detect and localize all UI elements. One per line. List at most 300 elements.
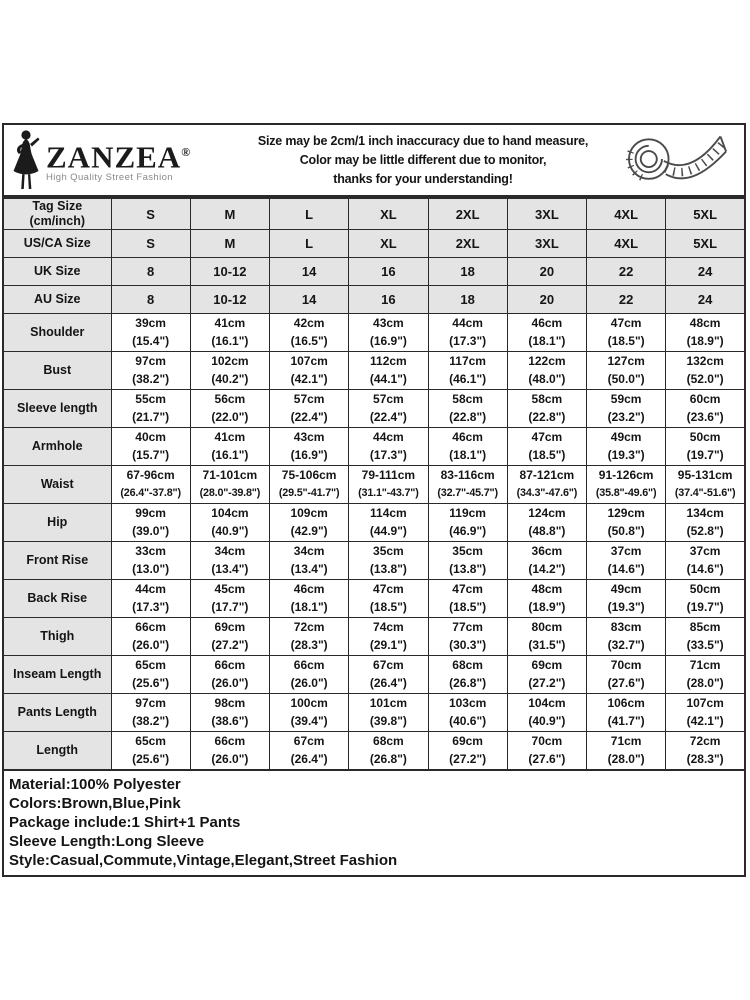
table-row	[3, 656, 745, 694]
measure-cell	[190, 618, 269, 656]
measure-cell	[428, 580, 507, 618]
measure-cell	[507, 732, 586, 771]
measure-value-line: 83cm	[610, 620, 642, 634]
measure-value-line: (39.0")	[132, 523, 170, 538]
measure-cell	[587, 352, 666, 390]
measure-value-line: (40.9")	[211, 523, 249, 538]
measure-cell	[587, 656, 666, 694]
measure-value-line: 77cm	[452, 620, 483, 634]
measure-value-line: (27.6")	[607, 675, 645, 690]
disclaimer-line: Size may be 2cm/1 inch inaccuracy due to hand measure,	[257, 133, 589, 148]
measure-value-line: 50cm	[689, 582, 721, 596]
table-row	[3, 580, 745, 618]
product-detail-line: Sleeve Length:Long Sleeve	[9, 833, 205, 850]
measure-value-line: (15.4")	[132, 333, 170, 348]
measure-cell	[190, 542, 269, 580]
measure-cell	[587, 504, 666, 542]
measure-value-line: (23.2")	[607, 409, 645, 424]
measure-value-line: 55cm	[135, 392, 166, 406]
measure-value-line: 104cm	[211, 506, 249, 520]
measure-value-line: 99cm	[135, 506, 166, 520]
registered-mark: ®	[181, 145, 191, 160]
row-label-line: Tag Size	[32, 199, 83, 213]
measure-value-line: (18.5")	[449, 599, 487, 614]
measure-value-line: (46.9")	[449, 523, 487, 538]
row-label	[3, 618, 111, 656]
measure-value-line: (18.1")	[290, 599, 328, 614]
measure-value-line: (16.9")	[369, 333, 407, 348]
measure-cell	[349, 542, 428, 580]
measure-cell	[428, 542, 507, 580]
size-table	[2, 197, 746, 771]
measure-cell	[111, 542, 190, 580]
measure-cell	[190, 314, 269, 352]
measure-value-line: (31.5")	[528, 637, 566, 652]
measure-value-line: (13.4")	[211, 561, 249, 576]
measure-cell	[666, 618, 745, 656]
measure-cell	[111, 618, 190, 656]
measure-value-line: 117cm	[449, 354, 486, 368]
measure-cell	[111, 732, 190, 771]
measure-value-line: 46cm	[531, 316, 563, 330]
measure-cell	[190, 580, 269, 618]
size-cell: 2XL	[428, 198, 507, 230]
size-cell: S	[111, 198, 190, 230]
measure-value-line: (34.3"-47.6")	[516, 486, 578, 499]
measure-cell	[587, 314, 666, 352]
row-label	[3, 656, 111, 694]
measure-cell	[507, 504, 586, 542]
row-label	[3, 504, 111, 542]
measure-cell	[666, 466, 745, 504]
measure-value-line: (13.8")	[449, 561, 487, 576]
measure-value-line: (37.4"-51.6")	[674, 486, 736, 499]
measure-value-line: 127cm	[607, 354, 645, 368]
measure-value-line: (27.2")	[211, 637, 249, 652]
row-label-line: UK Size	[33, 264, 81, 278]
measure-value-line: 95-131cm	[677, 468, 733, 482]
row-label-line: (cm/inch)	[29, 214, 86, 228]
measure-value-line: (22.0")	[211, 409, 249, 424]
measure-value-line: 71-101cm	[202, 468, 258, 482]
size-cell: XL	[349, 198, 428, 230]
measure-value-line: 101cm	[369, 696, 408, 710]
measure-value-line: (26.4")	[369, 675, 407, 690]
measure-value-line: 66cm	[214, 658, 246, 672]
measure-value-line: 70cm	[531, 734, 563, 748]
measure-cell	[507, 390, 586, 428]
row-label-line: Sleeve length	[16, 400, 98, 415]
size-cell: 2XL	[428, 230, 507, 258]
row-label-line: Inseam Length	[13, 666, 102, 681]
measure-value-line: (28.3")	[290, 637, 328, 652]
measure-cell	[587, 732, 666, 771]
measure-value-line: 67-96cm	[126, 468, 175, 482]
size-cell: L	[270, 230, 349, 258]
row-label-line: US/CA Size	[23, 236, 91, 250]
table-row	[3, 314, 745, 352]
measure-value-line: 50cm	[689, 430, 721, 444]
measure-value-line: (14.2")	[528, 561, 566, 576]
measure-cell	[349, 314, 428, 352]
measure-cell	[111, 352, 190, 390]
measure-value-line: (26.0")	[132, 637, 170, 652]
measure-value-line: 70cm	[610, 658, 642, 672]
row-label-line: Length	[36, 742, 79, 757]
measure-cell	[190, 694, 269, 732]
measure-cell	[111, 504, 190, 542]
measure-value-line: (26.8")	[369, 751, 407, 766]
measure-cell	[270, 542, 349, 580]
product-detail-line: Style:Casual,Commute,Vintage,Elegant,Street Fashion	[9, 852, 398, 869]
measure-cell	[349, 466, 428, 504]
measure-value-line: (46.1")	[449, 371, 487, 386]
measure-value-line: (13.0")	[132, 561, 170, 576]
size-cell: 18	[428, 258, 507, 286]
tape-measure-icon	[618, 127, 738, 193]
measure-cell	[428, 504, 507, 542]
size-cell: M	[190, 230, 269, 258]
product-detail-line: Colors:Brown,Blue,Pink	[9, 795, 181, 812]
measure-value-line: 59cm	[610, 392, 642, 406]
table-row	[3, 286, 745, 314]
size-cell: 10-12	[190, 286, 269, 314]
measure-value-line: 102cm	[211, 354, 249, 368]
measure-value-line: (22.8")	[528, 409, 566, 424]
row-label	[3, 466, 111, 504]
table-row	[3, 258, 745, 286]
row-label-line: Thigh	[40, 628, 75, 643]
measure-cell	[507, 656, 586, 694]
measure-value-line: (19.7")	[686, 599, 724, 614]
measure-value-line: 57cm	[373, 392, 404, 406]
measure-value-line: 56cm	[214, 392, 246, 406]
measure-cell	[270, 504, 349, 542]
table-row	[3, 732, 745, 771]
measure-cell	[190, 428, 269, 466]
measure-value-line: 68cm	[373, 734, 404, 748]
measure-value-line: (35.8"-49.6")	[595, 486, 657, 499]
measure-cell	[587, 618, 666, 656]
measure-cell	[507, 428, 586, 466]
measure-value-line: 97cm	[135, 696, 166, 710]
measure-value-line: (26.4"-37.8")	[120, 486, 181, 499]
measure-value-line: 72cm	[689, 734, 721, 748]
measure-value-line: (22.4")	[290, 409, 328, 424]
measure-value-line: 35cm	[452, 544, 483, 558]
row-label	[3, 732, 111, 771]
measure-value-line: 44cm	[373, 430, 404, 444]
measure-value-line: 41cm	[214, 430, 246, 444]
table-row	[3, 542, 745, 580]
measure-value-line: 47cm	[452, 582, 483, 596]
measure-value-line: (26.0")	[290, 675, 328, 690]
measure-value-line: (40.6")	[449, 713, 487, 728]
size-cell: M	[190, 198, 269, 230]
measure-value-line: 42cm	[293, 316, 325, 330]
measure-value-line: 40cm	[135, 430, 166, 444]
measure-value-line: 58cm	[531, 392, 563, 406]
measure-cell	[111, 428, 190, 466]
measure-cell	[111, 694, 190, 732]
measure-value-line: 37cm	[689, 544, 721, 558]
measure-value-line: 44cm	[452, 316, 483, 330]
row-label-line: Hip	[47, 514, 68, 529]
size-cell: 8	[111, 258, 190, 286]
measure-cell	[428, 352, 507, 390]
measure-value-line: (16.9")	[290, 447, 328, 462]
measure-value-line: 68cm	[452, 658, 483, 672]
measure-cell	[190, 504, 269, 542]
measure-value-line: 134cm	[686, 506, 724, 520]
size-cell: 22	[587, 286, 666, 314]
measure-value-line: (42.1")	[290, 371, 328, 386]
measure-value-line: 67cm	[373, 658, 404, 672]
table-row	[3, 230, 745, 258]
measure-value-line: 49cm	[610, 430, 642, 444]
measure-value-line: 87-121cm	[519, 468, 575, 482]
measure-value-line: 33cm	[135, 544, 166, 558]
measure-value-line: (44.9")	[369, 523, 407, 538]
measure-value-line: (28.0"-39.8")	[199, 486, 261, 499]
row-label	[3, 230, 111, 258]
size-chart-panel	[2, 123, 746, 877]
measure-value-line: (48.8")	[528, 523, 566, 538]
measure-cell	[270, 656, 349, 694]
measure-value-line: 112cm	[370, 354, 407, 368]
measure-value-line: 100cm	[290, 696, 328, 710]
measure-value-line: 80cm	[531, 620, 563, 634]
measure-cell	[666, 694, 745, 732]
measure-value-line: 74cm	[373, 620, 404, 634]
brand-logo	[4, 129, 228, 191]
measure-value-line: (18.1")	[528, 333, 566, 348]
measure-value-line: (22.4")	[369, 409, 407, 424]
measure-value-line: (18.9")	[686, 333, 724, 348]
measure-cell	[428, 618, 507, 656]
measure-value-line: 75-106cm	[281, 468, 337, 482]
measure-value-line: (18.5")	[607, 333, 645, 348]
measure-value-line: 41cm	[214, 316, 246, 330]
size-cell: 8	[111, 286, 190, 314]
measure-value-line: 103cm	[448, 696, 487, 710]
woman-silhouette-icon	[10, 129, 44, 191]
measure-value-line: 34cm	[214, 544, 246, 558]
measure-cell	[507, 694, 586, 732]
measure-value-line: 79-111cm	[361, 468, 416, 482]
measure-value-line: (26.8")	[449, 675, 487, 690]
measure-value-line: (38.2")	[132, 713, 170, 728]
size-cell: 20	[507, 258, 586, 286]
measure-cell	[428, 656, 507, 694]
measure-value-line: 124cm	[528, 506, 566, 520]
measure-value-line: 45cm	[214, 582, 246, 596]
row-label	[3, 286, 111, 314]
measure-cell	[428, 428, 507, 466]
row-label	[3, 314, 111, 352]
measure-value-line: 39cm	[135, 316, 166, 330]
measure-cell	[111, 656, 190, 694]
measure-value-line: 34cm	[293, 544, 325, 558]
measure-value-line: (39.4")	[290, 713, 328, 728]
measure-cell	[190, 656, 269, 694]
measure-value-line: 69cm	[452, 734, 483, 748]
measure-value-line: (42.1")	[686, 713, 724, 728]
product-details	[2, 771, 746, 877]
size-cell: 20	[507, 286, 586, 314]
measure-value-line: (26.0")	[211, 675, 249, 690]
measure-value-line: (25.6")	[132, 675, 170, 690]
row-label	[3, 580, 111, 618]
measure-value-line: 58cm	[452, 392, 483, 406]
measure-cell	[428, 314, 507, 352]
measure-cell	[507, 352, 586, 390]
brand-wordmark: ZANZEA	[46, 139, 182, 175]
measure-value-line: (32.7")	[607, 637, 645, 652]
measure-value-line: 37cm	[610, 544, 642, 558]
measure-value-line: (17.3")	[132, 599, 170, 614]
measure-cell	[270, 314, 349, 352]
measure-cell	[587, 428, 666, 466]
measure-value-line: (28.0")	[686, 675, 724, 690]
measure-cell	[587, 694, 666, 732]
measure-value-line: 69cm	[214, 620, 246, 634]
measure-value-line: (52.8")	[686, 523, 724, 538]
measure-value-line: 44cm	[135, 582, 166, 596]
measure-value-line: 48cm	[689, 316, 721, 330]
measure-value-line: (17.3")	[449, 333, 487, 348]
measure-value-line: 47cm	[610, 316, 642, 330]
measure-value-line: 46cm	[452, 430, 483, 444]
row-label-line: Bust	[43, 362, 72, 377]
size-cell: 22	[587, 258, 666, 286]
measure-cell	[507, 542, 586, 580]
size-cell: 14	[270, 258, 349, 286]
measure-value-line: 91-126cm	[598, 468, 654, 482]
size-cell: 5XL	[666, 230, 745, 258]
measure-value-line: (42.9")	[290, 523, 328, 538]
measure-cell	[428, 466, 507, 504]
row-label-line: Armhole	[31, 438, 83, 453]
measure-cell	[666, 428, 745, 466]
table-row	[3, 618, 745, 656]
table-row	[3, 694, 745, 732]
measure-value-line: (17.3")	[369, 447, 407, 462]
measure-value-line: (50.0")	[607, 371, 645, 386]
measure-value-line: (40.2")	[211, 371, 249, 386]
measure-value-line: 104cm	[528, 696, 566, 710]
row-label	[3, 198, 111, 230]
measure-value-line: 122cm	[528, 354, 566, 368]
measure-cell	[587, 580, 666, 618]
measure-value-line: (29.5"-41.7")	[278, 486, 340, 499]
measure-cell	[587, 390, 666, 428]
measure-value-line: (19.7")	[686, 447, 724, 462]
measure-cell	[349, 580, 428, 618]
measure-value-line: 97cm	[135, 354, 166, 368]
measure-value-line: 47cm	[531, 430, 563, 444]
measure-cell	[666, 314, 745, 352]
measure-value-line: (18.5")	[528, 447, 566, 462]
size-cell: 24	[666, 286, 745, 314]
measure-value-line: (16.1")	[211, 333, 249, 348]
measure-cell	[349, 656, 428, 694]
measure-value-line: (29.1")	[369, 637, 407, 652]
row-label	[3, 694, 111, 732]
row-label-line: Waist	[40, 476, 74, 491]
row-label-line: Back Rise	[27, 590, 88, 605]
measure-cell	[349, 694, 428, 732]
measure-value-line: (17.7")	[211, 599, 249, 614]
size-cell: S	[111, 230, 190, 258]
measure-value-line: 65cm	[135, 658, 166, 672]
size-cell: L	[270, 198, 349, 230]
measure-cell	[270, 390, 349, 428]
size-cell: 4XL	[587, 198, 666, 230]
measure-value-line: 71cm	[610, 734, 642, 748]
size-cell: 16	[349, 258, 428, 286]
measure-cell	[666, 580, 745, 618]
size-cell: 14	[270, 286, 349, 314]
table-row	[3, 198, 745, 230]
measure-value-line: 114cm	[370, 506, 407, 520]
table-row	[3, 466, 745, 504]
measure-cell	[587, 466, 666, 504]
measure-value-line: (38.6")	[211, 713, 249, 728]
measure-value-line: 72cm	[293, 620, 325, 634]
measure-value-line: (27.6")	[528, 751, 566, 766]
product-detail-line: Material:100% Polyester	[9, 776, 181, 793]
measure-cell	[190, 466, 269, 504]
measure-cell	[349, 352, 428, 390]
measure-cell	[349, 732, 428, 771]
measure-value-line: (16.1")	[211, 447, 249, 462]
measure-cell	[190, 352, 269, 390]
row-label-line: AU Size	[33, 292, 81, 306]
measure-cell	[666, 656, 745, 694]
measure-value-line: (31.1"-43.7")	[358, 486, 419, 499]
measure-cell	[111, 466, 190, 504]
measure-cell	[428, 732, 507, 771]
size-cell: 16	[349, 286, 428, 314]
measure-value-line: (44.1")	[369, 371, 407, 386]
measure-cell	[507, 618, 586, 656]
measure-value-line: (14.6")	[607, 561, 645, 576]
measure-value-line: 109cm	[290, 506, 328, 520]
measure-value-line: (52.0")	[686, 371, 724, 386]
measure-cell	[111, 390, 190, 428]
size-cell: 3XL	[507, 198, 586, 230]
row-label	[3, 352, 111, 390]
row-label-line: Front Rise	[26, 552, 89, 567]
measure-value-line: 60cm	[689, 392, 721, 406]
measure-value-line: (26.0")	[211, 751, 249, 766]
measure-cell	[270, 580, 349, 618]
measure-value-line: (21.7")	[132, 409, 170, 424]
row-label-line: Shoulder	[30, 324, 85, 339]
measure-cell	[507, 314, 586, 352]
measure-cell	[270, 428, 349, 466]
measure-value-line: (18.1")	[449, 447, 487, 462]
measure-value-line: 129cm	[607, 506, 645, 520]
measure-cell	[349, 390, 428, 428]
disclaimer-line: Color may be little different due to monitor,	[299, 152, 547, 167]
measure-value-line: 67cm	[293, 734, 325, 748]
disclaimer-line: thanks for your understanding!	[333, 171, 513, 186]
measure-value-line: 47cm	[373, 582, 404, 596]
measure-value-line: (18.5")	[369, 599, 407, 614]
measure-value-line: 57cm	[293, 392, 325, 406]
